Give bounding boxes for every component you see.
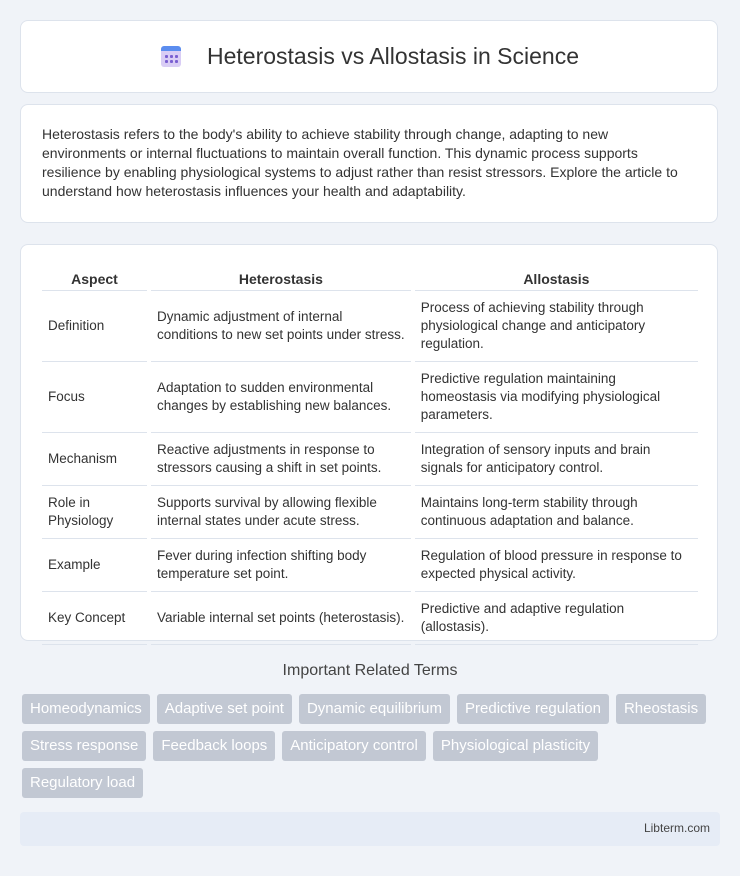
intro-card (20, 104, 718, 223)
table-cell-allostasis: Predictive regulation maintaining homeostasis via modifying physiological parameters. (415, 362, 698, 433)
table-row (42, 433, 698, 486)
table-cell-aspect: Mechanism (42, 433, 147, 486)
title-card (20, 20, 718, 93)
table-row (42, 291, 698, 362)
related-term-tag[interactable]: Dynamic equilibrium (299, 694, 450, 724)
related-term-tag[interactable]: Rheostasis (616, 694, 706, 724)
column-header-aspect: Aspect (42, 265, 147, 291)
comparison-table-card (20, 244, 718, 641)
table-cell-allostasis: Maintains long-term stability through continuous adaptation and balance. (415, 486, 698, 539)
footer (20, 812, 720, 846)
related-term-tag[interactable]: Anticipatory control (282, 731, 426, 761)
table-cell-aspect: Role in Physiology (42, 486, 147, 539)
footer-brand-link[interactable]: Libterm.com (643, 821, 710, 835)
related-term-tag[interactable]: Stress response (22, 731, 146, 761)
table-cell-heterostasis: Dynamic adjustment of internal conditions to new set points under stress. (151, 291, 411, 362)
related-term-tag[interactable]: Regulatory load (22, 768, 143, 798)
document-icon (159, 45, 183, 69)
column-header-allostasis: Allostasis (415, 265, 698, 291)
table-cell-aspect: Key Concept (42, 592, 147, 645)
related-term-tag[interactable]: Predictive regulation (457, 694, 609, 724)
table-header-row (42, 265, 698, 291)
comparison-table (38, 265, 702, 645)
related-term-tag[interactable]: Feedback loops (153, 731, 275, 761)
table-row (42, 486, 698, 539)
related-terms-list (22, 694, 722, 798)
table-cell-allostasis: Regulation of blood pressure in response to expected physical activity. (415, 539, 698, 592)
table-cell-heterostasis: Supports survival by allowing flexible internal states under acute stress. (151, 486, 411, 539)
table-row (42, 592, 698, 645)
table-cell-heterostasis: Adaptation to sudden environmental changes by establishing new balances. (151, 362, 411, 433)
table-cell-heterostasis: Variable internal set points (heterostasis). (151, 592, 411, 645)
related-terms-title: Important Related Terms (282, 662, 458, 679)
table-cell-heterostasis: Reactive adjustments in response to stressors causing a shift in set points. (151, 433, 411, 486)
table-cell-allostasis: Predictive and adaptive regulation (allostasis). (415, 592, 698, 645)
table-cell-heterostasis: Fever during infection shifting body temperature set point. (151, 539, 411, 592)
table-cell-aspect: Example (42, 539, 147, 592)
related-term-tag[interactable]: Physiological plasticity (433, 731, 598, 761)
table-cell-allostasis: Integration of sensory inputs and brain signals for anticipatory control. (415, 433, 698, 486)
column-header-heterostasis: Heterostasis (151, 265, 411, 291)
table-row (42, 539, 698, 592)
table-cell-aspect: Focus (42, 362, 147, 433)
intro-text: Heterostasis refers to the body's ability to achieve stability through change, adapting to new environments or internal fluctuations to maintain overall function. This dynamic process supports resilience by enabling physiological systems to adjust rather than resist stressors. Explore the article to understand how heterostasis influences your health and adaptability. (42, 126, 678, 199)
page-title: Heterostasis vs Allostasis in Science (207, 43, 579, 69)
table-cell-aspect: Definition (42, 291, 147, 362)
table-cell-allostasis: Process of achieving stability through physiological change and anticipatory regulation. (415, 291, 698, 362)
related-term-tag[interactable]: Adaptive set point (157, 694, 292, 724)
table-row (42, 362, 698, 433)
related-term-tag[interactable]: Homeodynamics (22, 694, 150, 724)
